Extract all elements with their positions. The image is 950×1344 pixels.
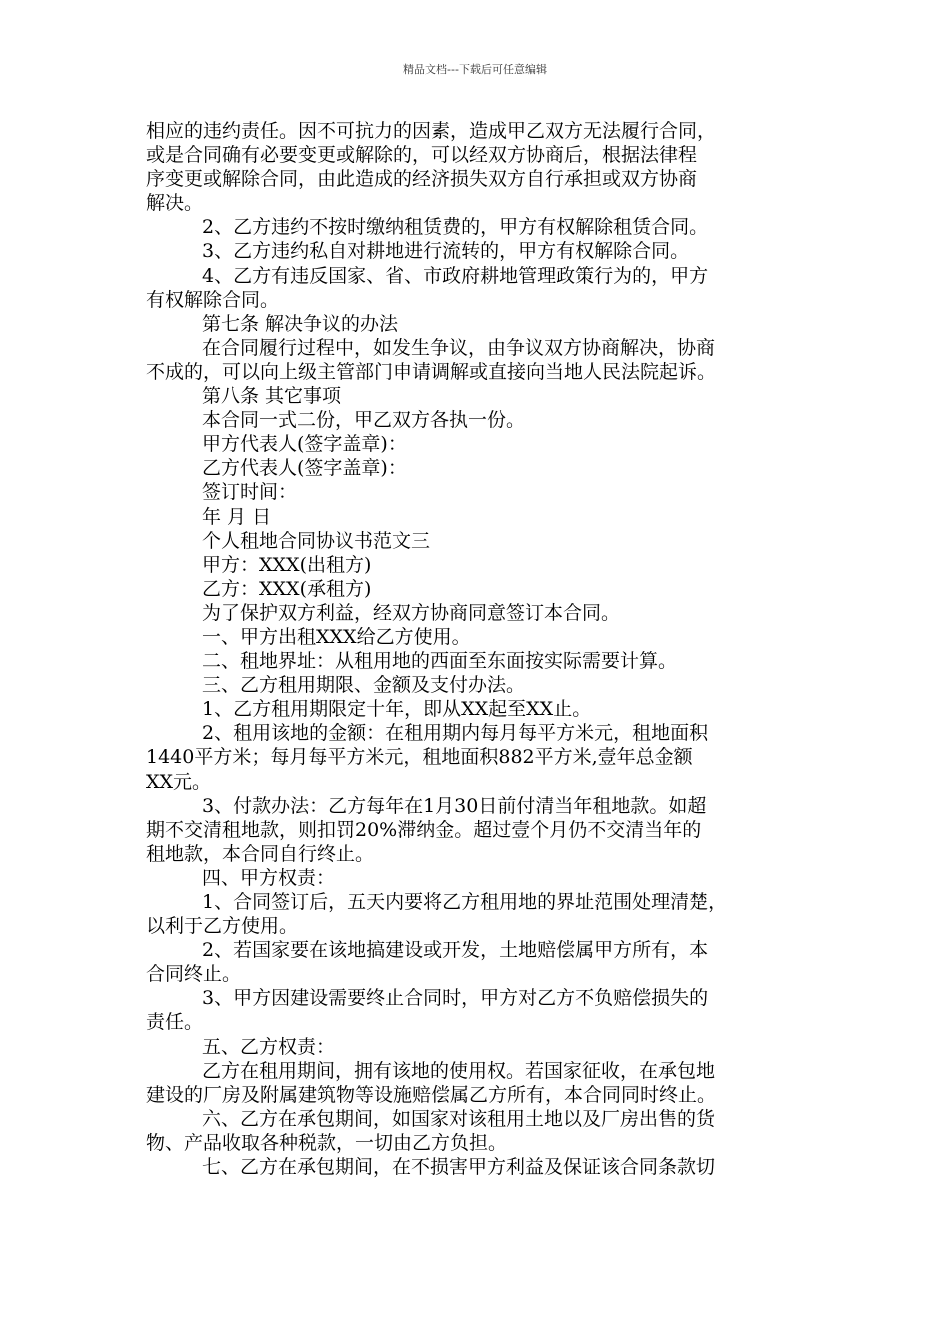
paragraph-line: 签订时间： <box>202 481 298 504</box>
paragraph-line: XX元。 <box>146 770 212 793</box>
paragraph-line: 四、甲方权责： <box>202 866 336 889</box>
paragraph-line: 个人租地合同协议书范文三 <box>202 529 431 552</box>
paragraph-line: 相应的违约责任。因不可抗力的因素，造成甲乙双方无法履行合同， <box>146 120 717 142</box>
paragraph-line: 2、乙方违约不按时缴纳租赁费的，甲方有权解除租赁合同。 <box>202 216 709 239</box>
paragraph-line: 甲方：XXX(出租方) <box>202 553 372 576</box>
paragraph-line: 3、乙方违约私自对耕地进行流转的，甲方有权解除合同。 <box>202 240 690 263</box>
page-header-watermark: 精品文档---下载后可任意编辑 <box>403 63 547 76</box>
paragraph-line: 序变更或解除合同，由此造成的经济损失双方自行承担或双方协商 <box>146 168 698 191</box>
paragraph-line: 1、合同签订后，五天内要将乙方租用地的界址范围处理清楚， <box>202 891 728 913</box>
paragraph-line: 4、乙方有违反国家、省、市政府耕地管理政策行为的，甲方 <box>202 264 709 287</box>
paragraph-line: 1440平方米；每月每平方米元，租地面积882平方米,壹年总金额 <box>146 746 693 769</box>
paragraph-line: 物、产品收取各种税款，一切由乙方负担。 <box>146 1131 508 1154</box>
paragraph-line: 七、乙方在承包期间，在不损害甲方利益及保证该合同条款切 <box>202 1156 716 1179</box>
paragraph-line: 3、甲方因建设需要终止合同时，甲方对乙方不负赔偿损失的 <box>202 987 709 1010</box>
paragraph-line: 为了保护双方利益，经双方协商同意签订本合同。 <box>202 601 621 624</box>
paragraph-line: 1、乙方租用期限定十年，即从XX起至XX止。 <box>202 698 592 721</box>
paragraph-line: 有权解除合同。 <box>146 288 280 311</box>
paragraph-line: 以利于乙方使用。 <box>146 915 299 938</box>
paragraph-line: 甲方代表人(签字盖章)： <box>202 433 407 456</box>
document-body <box>146 119 808 1179</box>
paragraph-line: 乙方代表人(签字盖章)： <box>202 457 407 480</box>
paragraph-line: 租地款，本合同自行终止。 <box>146 842 375 865</box>
paragraph-line: 在合同履行过程中，如发生争议，由争议双方协商解决，协商 <box>202 336 716 359</box>
paragraph-line: 一、甲方出租XXX给乙方使用。 <box>202 625 471 648</box>
paragraph-line: 2、若国家要在该地搞建设或开发，土地赔偿属甲方所有，本 <box>202 939 709 962</box>
paragraph-line: 解决。 <box>146 192 204 215</box>
paragraph-line: 建设的厂房及附属建筑物等设施赔偿属乙方所有，本合同同时终止。 <box>146 1083 717 1106</box>
paragraph-line: 合同终止。 <box>146 963 242 986</box>
paragraph-line: 年 月 日 <box>202 505 272 528</box>
paragraph-line: 3、付款办法：乙方每年在1月30日前付清当年租地款。如超 <box>202 794 707 817</box>
paragraph-line: 责任。 <box>146 1011 204 1034</box>
paragraph-line: 2、租用该地的金额：在租用期内每月每平方米元，租地面积 <box>202 722 709 745</box>
paragraph-line: 本合同一式二份，甲乙双方各执一份。 <box>202 409 526 432</box>
paragraph-line: 期不交清租地款，则扣罚20%滞纳金。超过壹个月仍不交清当年的 <box>146 818 702 841</box>
paragraph-line: 六、乙方在承包期间，如国家对该租用土地以及厂房出售的货 <box>202 1107 716 1130</box>
paragraph-line: 五、乙方权责： <box>202 1035 336 1058</box>
paragraph-line: 三、乙方租用期限、金额及支付办法。 <box>202 674 526 697</box>
paragraph-line: 乙方：XXX(承租方) <box>202 577 372 600</box>
paragraph-line: 乙方在租用期间，拥有该地的使用权。若国家征收，在承包地 <box>202 1059 716 1082</box>
paragraph-line: 二、租地界址：从租用地的西面至东面按实际需要计算。 <box>202 650 678 673</box>
paragraph-line: 或是合同确有必要变更或解除的，可以经双方协商后，根据法律程 <box>146 144 698 167</box>
paragraph-line: 不成的，可以向上级主管部门申请调解或直接向当地人民法院起诉。 <box>146 360 717 383</box>
paragraph-line: 第八条 其它事项 <box>202 385 342 408</box>
paragraph-line: 第七条 解决争议的办法 <box>202 312 399 335</box>
